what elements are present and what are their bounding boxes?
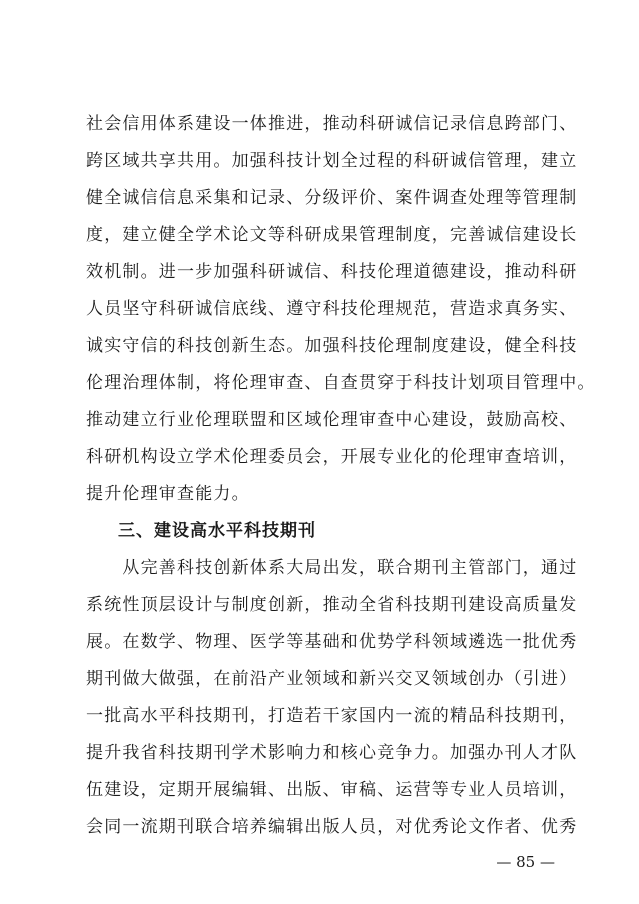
page-number: — 85 — [496,853,555,871]
body-text-line: 跨区域共享共用。加强科技计划全过程的科研诚信管理，建立 [86,151,578,171]
body-text-line: 伦理治理体制，将伦理审查、自查贯穿于科技计划项目管理中。 [86,373,596,393]
body-text-line: 科研机构设立学术伦理委员会，开展专业化的伦理审查培训， [86,447,578,467]
body-text-line: 社会信用体系建设一体推进，推动科研诚信记录信息跨部门、 [86,114,578,134]
body-text-line: 度，建立健全学术论文等科研成果管理制度，完善诚信建设长 [86,225,578,245]
body-text-line: 伍建设，定期开展编辑、出版、审稿、运营等专业人员培训， [86,780,578,800]
body-text-line: 会同一流期刊联合培养编辑出版人员，对优秀论文作者、优秀 [86,817,578,837]
body-text-line: 展。在数学、物理、医学等基础和优势学科领域遴选一批优秀 [86,632,578,652]
body-text-line: 期刊做大做强，在前沿产业领域和新兴交叉领域创办（引进） [86,669,578,689]
body-text-line: 一批高水平科技期刊，打造若干家国内一流的精品科技期刊， [86,706,578,726]
body-text-line: 提升我省科技期刊学术影响力和核心竞争力。加强办刊人才队 [86,743,578,763]
body-text-line: 健全诚信信息采集和记录、分级评价、案件调查处理等管理制 [86,188,578,208]
body-text-line: 提升伦理审查能力。 [86,484,250,504]
body-text-line: 诚实守信的科技创新生态。加强科技伦理制度建设，健全科技 [86,336,578,356]
body-text-line: 人员坚守科研诚信底线、遵守科技伦理规范，营造求真务实、 [86,299,578,319]
body-text-line: 效机制。进一步加强科研诚信、科技伦理道德建设，推动科研 [86,262,578,282]
body-text-line: 从完善科技创新体系大局出发，联合期刊主管部门，通过 [86,558,578,578]
body-text-line: 推动建立行业伦理联盟和区域伦理审查中心建设，鼓励高校、 [86,410,578,430]
body-text-line: 系统性顶层设计与制度创新，推动全省科技期刊建设高质量发 [86,595,578,615]
section-heading: 三、建设高水平科技期刊 [118,521,316,541]
